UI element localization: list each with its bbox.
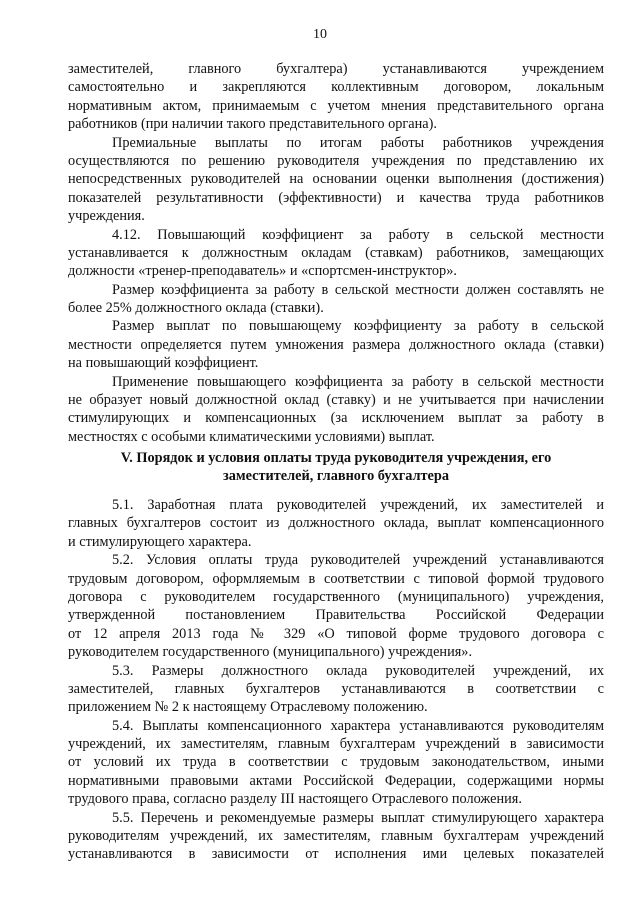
text-line: местности определяется путем умножения размера должностного оклада (ставки) — [68, 336, 604, 353]
section-heading — [68, 449, 604, 486]
heading-line: заместителей, главного бухгалтера — [223, 468, 449, 485]
text-line: 5.1. Заработная плата руководителей учреждений, их заместителей и — [112, 497, 604, 513]
text-line: показателей результативности (эффективности) и качества труда работников — [68, 189, 604, 206]
text-line: устанавливается к должностным окладам (ставкам) работников, замещающих — [68, 244, 604, 261]
text-line: заместителей, главного бухгалтера) устанавливаются учреждением — [68, 61, 604, 77]
heading-line: V. Порядок и условия оплаты труда руководителя учреждения, его — [120, 450, 552, 466]
text-line: более 25% должностного оклада (ставки). — [68, 300, 324, 317]
text-line: Премиальные выплаты по итогам работы работников учреждения — [112, 134, 604, 151]
text-line: 5.2. Условия оплаты труда руководителей учреждений устанавливаются — [112, 552, 604, 569]
page-number: 10 — [313, 27, 327, 42]
text-line: должности «тренер-преподаватель» и «спортсмен-инструктор». — [68, 263, 457, 280]
text-line: Размер выплат по повышающему коэффициенту за работу в сельской — [112, 318, 604, 335]
text-line: трудового права, согласно разделу III настоящего Отраслевого положения. — [68, 791, 522, 808]
text-line: стимулирующих и компенсационных (за исключением выплат за работу в — [68, 410, 604, 427]
text-line: договора с руководителем государственного (муниципального) учреждения, — [68, 588, 604, 605]
text-line: Размер коэффициента за работу в сельской местности должен составлять не — [112, 281, 604, 298]
body-text-section-5 — [68, 496, 604, 864]
text-line: заместителей, главных бухгалтеров устанавливаются в соответствии с — [68, 680, 604, 697]
text-line: нормативным актом, принимаемым с учетом мнения представительного органа — [68, 97, 604, 114]
text-line: 5.5. Перечень и рекомендуемые размеры выплат стимулирующего характера — [112, 809, 604, 826]
text-line: 4.12. Повышающий коэффициент за работу в сельской местности — [112, 226, 604, 243]
text-line: руководителем государственного (муниципального) учреждения». — [68, 644, 473, 661]
text-line: приложением № 2 к настоящему Отраслевому положению. — [68, 699, 428, 716]
text-line: учреждения. — [68, 208, 145, 225]
text-line: 5.3. Размеры должностного оклада руководителей учреждений, их — [112, 662, 604, 679]
text-line: от условий их труда в соответствии с трудовым законодательством, иными — [68, 754, 604, 771]
body-text-section-4 — [68, 60, 604, 446]
text-line: учреждений, их заместителям, главным бухгалтерам учреждений в зависимости — [68, 736, 604, 753]
text-line: работников (при наличии такого представительного органа). — [68, 116, 437, 133]
text-line: непосредственных руководителей на основании оценки выполнения (достижения) — [68, 171, 604, 188]
text-line: Применение повышающего коэффициента за работу в сельской местности — [112, 373, 604, 390]
text-line: местностях с особыми климатическими условиями) выплат. — [68, 428, 435, 445]
text-line: руководителям учреждений, их заместителям, главным бухгалтерам учреждений — [68, 828, 604, 845]
text-line: самостоятельно и закрепляются коллективным договором, локальным — [68, 79, 604, 96]
text-line: нормативными правовыми актами Российской Федерации, содержащими нормы — [68, 772, 604, 789]
text-line: 5.4. Выплаты компенсационного характера устанавливаются руководителям — [112, 717, 604, 734]
text-line: не образует новый должностной оклад (ставку) и не учитывается при начислении — [68, 392, 604, 409]
text-line: осуществляются по решению руководителя учреждения по представлению их — [68, 152, 604, 169]
text-line: главных бухгалтеров состоит из должностного оклада, выплат компенсационного — [68, 515, 604, 532]
text-line: трудовым договором, оформляемым в соответствии с типовой формой трудового — [68, 570, 604, 587]
text-line: на повышающий коэффициент. — [68, 355, 259, 372]
text-line: и стимулирующего характера. — [68, 533, 252, 550]
text-line: от 12 апреля 2013 года № 329 «О типовой форме трудового договора с — [68, 625, 604, 642]
text-line: устанавливаются в зависимости от исполнения ими целевых показателей — [68, 846, 604, 863]
text-line: утвержденной постановлением Правительства Российской Федерации — [68, 607, 604, 624]
